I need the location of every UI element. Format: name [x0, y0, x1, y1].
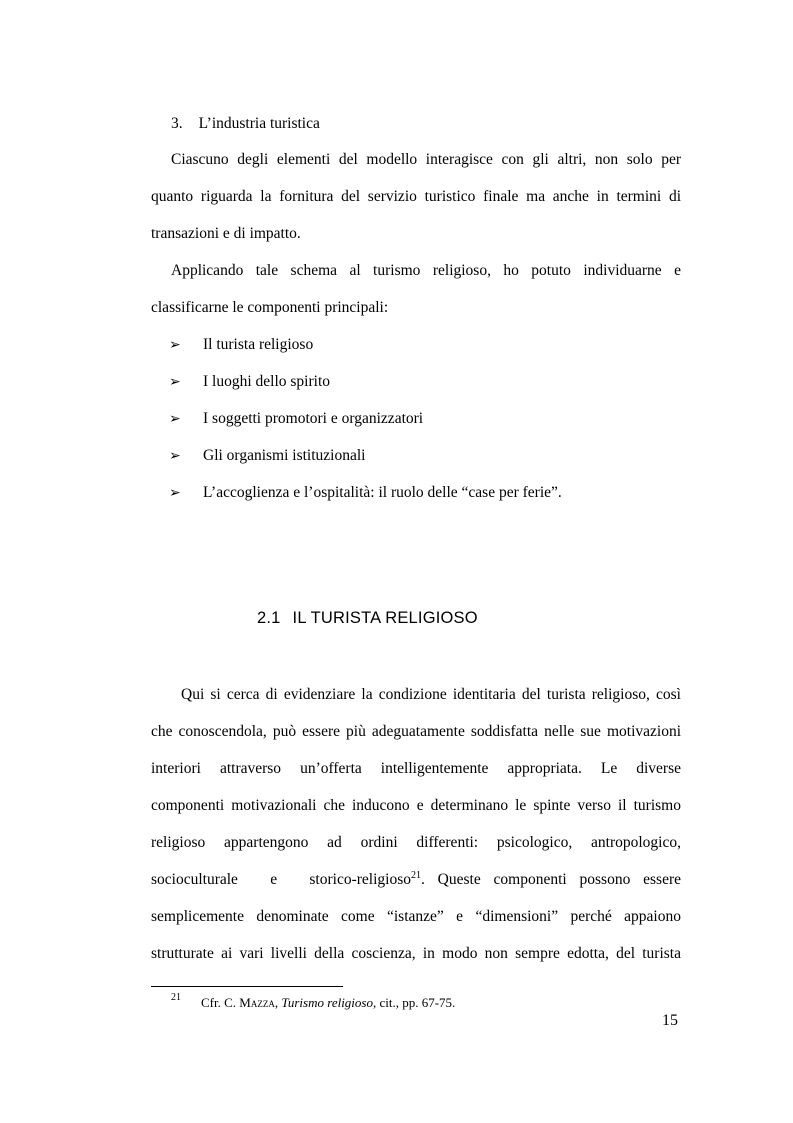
- schema-line-2: classificarne le componenti principali:: [151, 299, 389, 316]
- arrow-bullet-icon: ➢: [169, 485, 181, 501]
- footnote-prefix: Cfr. C.: [201, 995, 240, 1010]
- footnote-sep: ,: [274, 995, 282, 1010]
- intro-line-1: Ciascuno degli elementi del modello interagisce con gli altri, non solo per: [171, 151, 681, 168]
- body-line-5: religioso appartengono ad ordini differenti: psicologico, antropologico,: [151, 834, 681, 851]
- body-line-1: Qui si cerca di evidenziare la condizione identitaria del turista religioso, così: [181, 686, 681, 703]
- list-item: Gli organismi istituzionali: [203, 447, 366, 464]
- footnote-number: 21: [171, 992, 181, 1003]
- list-item: I soggetti promotori e organizzatori: [203, 410, 424, 427]
- footnote-work-title: Turismo religioso: [281, 995, 373, 1010]
- subsection-title: IL TURISTA RELIGIOSO: [292, 609, 478, 627]
- body-line-4: componenti motivazionali che inducono e determinano le spinte verso il turismo: [151, 797, 681, 814]
- list-item: I luoghi dello spirito: [203, 373, 331, 390]
- body-line-6-rest: . Queste componenti possono essere: [421, 871, 681, 888]
- section-heading: [171, 115, 320, 133]
- footnote-text: [201, 995, 455, 1011]
- section-title: L’industria turistica: [198, 115, 320, 132]
- subsection-number: 2.1: [257, 609, 281, 627]
- arrow-bullet-icon: ➢: [169, 374, 181, 390]
- body-line-3: interiori attraverso un’offerta intelligentemente appropriata. Le diverse: [151, 760, 681, 777]
- body-line-6: [151, 871, 681, 889]
- body-line-8: strutturate ai vari livelli della coscienza, in modo non sempre edotta, del turista: [151, 945, 681, 962]
- list-item: Il turista religioso: [203, 336, 314, 353]
- arrow-bullet-icon: ➢: [169, 337, 181, 353]
- footnote-separator: [151, 986, 343, 987]
- subsection-heading: [257, 608, 478, 628]
- body-line-2: che conoscendola, può essere più adeguatamente soddisfatta nelle sue motivazioni: [151, 723, 681, 740]
- intro-line-3: transazioni e di impatto.: [151, 225, 301, 242]
- body-line-6-text: socioculturale e storico-religioso: [151, 871, 411, 888]
- body-line-7: semplicemente denominate come “istanze” e “dimensioni” perché appaiono: [151, 908, 681, 925]
- footnote-suffix: , cit., pp. 67-75.: [372, 995, 456, 1010]
- footnote-ref-21[interactable]: 21: [411, 870, 421, 881]
- intro-line-2: quanto riguarda la fornitura del servizio turistico finale ma anche in termini di: [151, 188, 681, 205]
- page-number: 15: [662, 1012, 678, 1029]
- arrow-bullet-icon: ➢: [169, 448, 181, 464]
- section-number: 3.: [171, 115, 183, 132]
- schema-line-1: Applicando tale schema al turismo religioso, ho potuto individuarne e: [171, 262, 681, 279]
- arrow-bullet-icon: ➢: [169, 411, 181, 427]
- list-item: L’accoglienza e l’ospitalità: il ruolo delle “case per ferie”.: [203, 484, 562, 501]
- footnote-author: Mazza: [239, 995, 275, 1010]
